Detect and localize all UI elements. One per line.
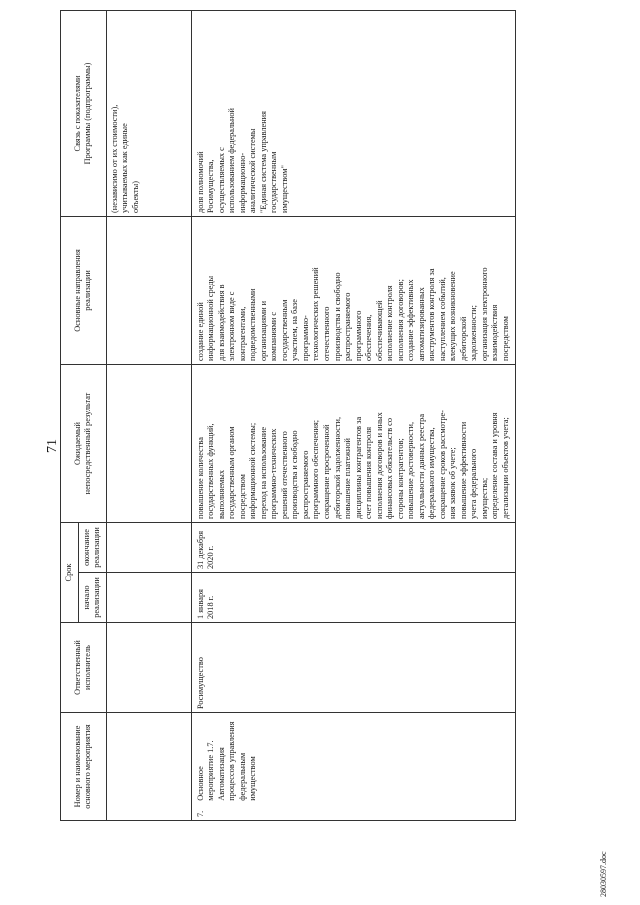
cont-cell-result <box>106 365 191 523</box>
header-row-1 <box>61 11 79 821</box>
header-term: Срок <box>61 523 79 623</box>
cell-number-name <box>191 713 515 821</box>
page-number: 71 <box>45 439 60 453</box>
footer-doc-name: 28030597.doc <box>599 851 608 897</box>
header-term-end: окончание реализации <box>78 523 106 573</box>
header-term-start: начало реализации <box>78 573 106 623</box>
cell-expected-result: повышение количества государственных функций, выполняемых государственным органом посредством информационной системы; переход на использование программно-технических решений отечественного производства и свободно распространяемого программного обеспечения; сокращение просроченной дебиторской задолженности, повышение платежной дисциплины контрагентов за счет повышения контроля исполнения договоров и иных финансовых обязательств со стороны контрагентов; повышение достоверности, актуальности данных реестра федерального имущества, сокращение сроков рассмотре- ния заявок об учете; повышение эффективности учета федерального имущества; определение состава и уровня детализации объектов учета; <box>191 365 515 523</box>
cell-directions: создание единой информационной среды для взаимодействия в электронном виде с контрагентами, подведомственными организациями и компаниями с государственным участием, на базе программно- технологических решений отечественного производства и свободно распространяемого программного обеспечения, обеспечивающей исполнение контроля исполнения договоров; создание эффективных автоматизированных инструментов контроля за наступлением событий, влекущих возникновение дебиторской задолженности; организация электронного взаимодействия посредством <box>191 217 515 365</box>
cont-cell-start <box>106 573 191 623</box>
table-row <box>191 11 515 821</box>
cont-cell-executor <box>106 623 191 713</box>
cell-executor: Росимущество <box>191 623 515 713</box>
cont-cell-directions <box>106 217 191 365</box>
cell-end: 31 декабря 2020 г. <box>191 523 515 573</box>
header-number-name: Номер и наименование основного мероприятия <box>61 713 107 821</box>
cont-cell-number <box>106 713 191 821</box>
cell-link: доля полномочий Росимущества, осуществляемых с использованием федеральной информационно- аналитической системы "Единая система управления государственным имуществом" <box>191 11 515 217</box>
row-number: 7. <box>195 810 205 817</box>
measures-table <box>60 10 516 821</box>
header-directions: Основные направления реализации <box>61 217 107 365</box>
header-executor: Ответственный исполнитель <box>61 623 107 713</box>
continuation-row <box>106 11 191 821</box>
header-link: Связь с показателями Программы (подпрограммы) <box>61 11 107 217</box>
cont-cell-link: (независимо от их стоимости), учитываемых как единые объекты) <box>106 11 191 217</box>
header-expected-result: Ожидаемый непосредственный результат <box>61 365 107 523</box>
cell-start: 1 января 2018 г. <box>191 573 515 623</box>
cont-cell-end <box>106 523 191 573</box>
measure-name: Основное мероприятие 1.7. Автоматизация процессов управления федеральным имуществом <box>195 721 258 801</box>
